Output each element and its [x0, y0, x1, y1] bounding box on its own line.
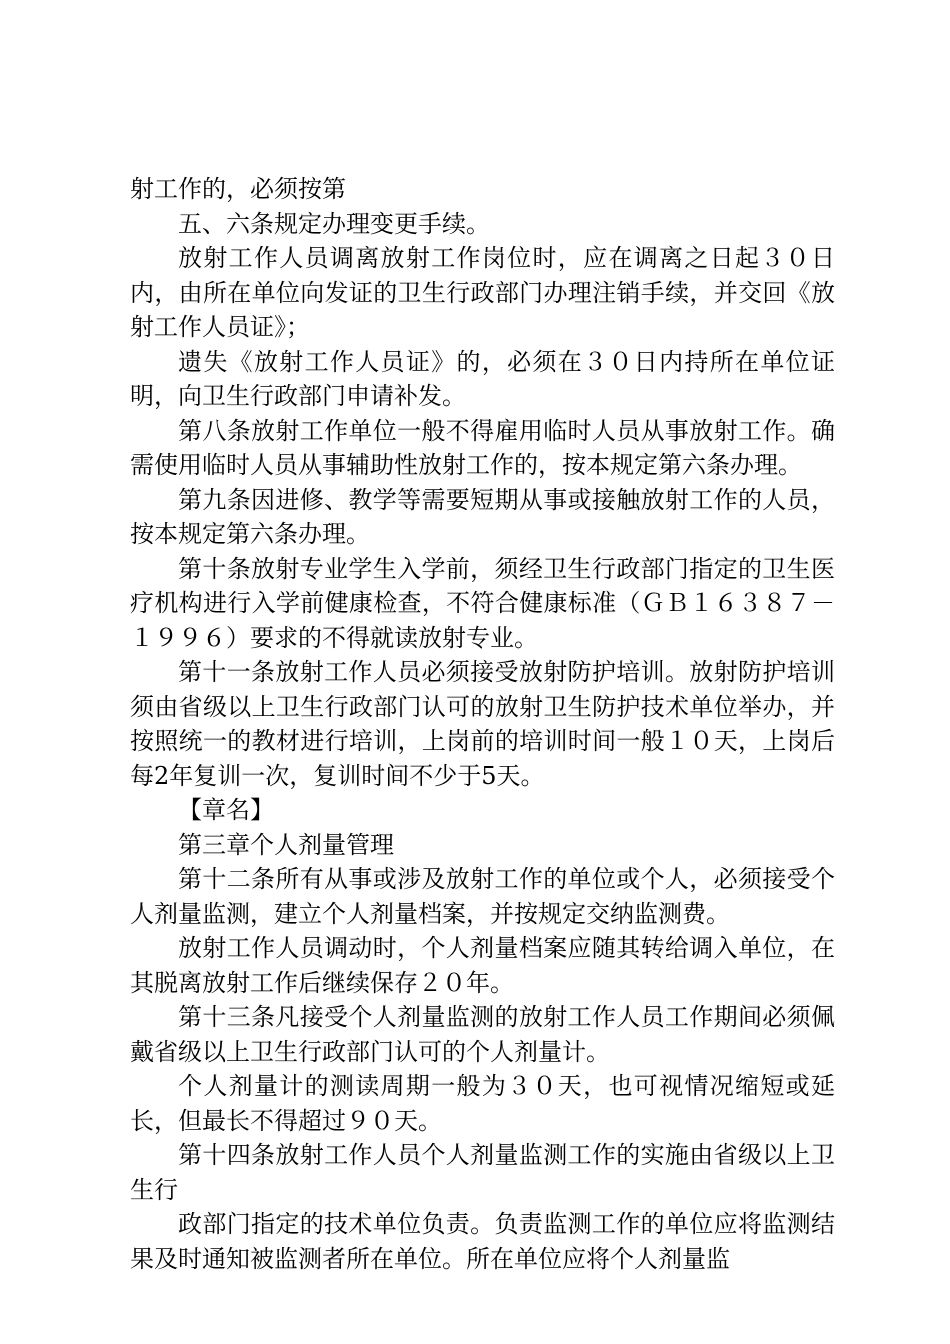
- chapter-3-heading: 第三章个人剂量管理: [178, 830, 394, 859]
- paragraph-3: 放射工作人员调离放射工作岗位时，应在调离之日起３０日内，由所在单位向发证的卫生行政部门办理注销手续，并交回《放射工作人员证》；: [130, 244, 835, 341]
- paragraph-1: 射工作的，必须按第: [130, 175, 346, 203]
- paragraph-16: 政部门指定的技术单位负责。负责监测工作的单位应将监测结果及时通知被监测者所在单位。所在单位应将个人剂量监: [130, 1210, 835, 1273]
- paragraph-4: 遗失《放射工作人员证》的，必须在３０日内持所在单位证明，向卫生行政部门申请补发。: [130, 347, 835, 410]
- paragraph-12: 放射工作人员调动时，个人剂量档案应随其转给调入单位，在其脱离放射工作后继续保存２０年。: [130, 934, 835, 997]
- paragraph-14: 个人剂量计的测读周期一般为３０天，也可视情况缩短或延长，但最长不得超过９０天。: [130, 1072, 835, 1135]
- article-11-paragraph: 第十一条放射工作人员必须接受放射防护培训。放射防护培训须由省级以上卫生行政部门认可的放射卫生防护技术单位举办，并按照统一的教材进行培训，上岗前的培训时间一般１０天，上岗后每2年复训一次，复训时间不少于5天。: [130, 658, 835, 790]
- article-13-paragraph: 第十三条凡接受个人剂量监测的放射工作人员工作期间必须佩戴省级以上卫生行政部门认可的个人剂量计。: [130, 1003, 835, 1066]
- chapter-name-marker: 【章名】: [178, 796, 274, 824]
- article-10-paragraph: 第十条放射专业学生入学前，须经卫生行政部门指定的卫生医疗机构进行入学前健康检查，不符合健康标准（ＧＢ１６３８７－１９９６）要求的不得就读放射专业。: [130, 554, 835, 652]
- article-9-paragraph: 第九条因进修、教学等需要短期从事或接触放射工作的人员，按本规定第六条办理。: [130, 485, 835, 548]
- article-12-paragraph: 第十二条所有从事或涉及放射工作的单位或个人，必须接受个人剂量监测，建立个人剂量档案，并按规定交纳监测费。: [130, 865, 835, 928]
- paragraph-2: 五、六条规定办理变更手续。: [178, 209, 490, 238]
- article-8-paragraph: 第八条放射工作单位一般不得雇用临时人员从事放射工作。确需使用临时人员从事辅助性放射工作的，按本规定第六条办理。: [130, 416, 835, 479]
- article-14-paragraph: 第十四条放射工作人员个人剂量监测工作的实施由省级以上卫生行: [130, 1141, 835, 1204]
- document-body: [130, 172, 835, 1276]
